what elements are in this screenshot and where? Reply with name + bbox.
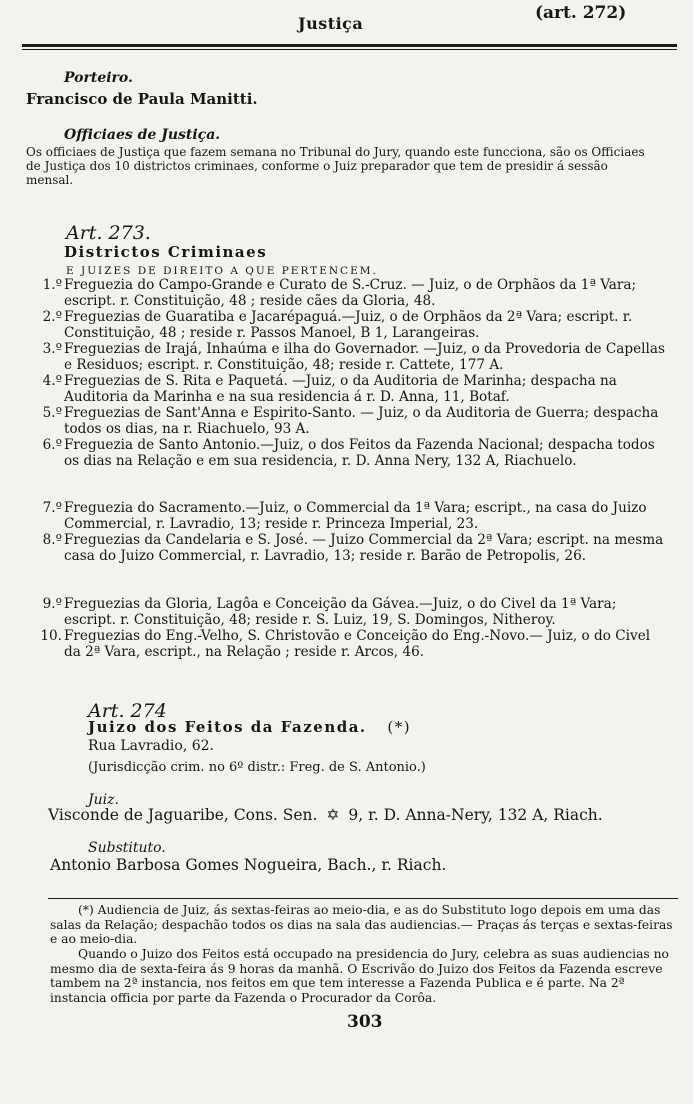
district-entry-text: Freguezia do Campo-Grande e Curato de S.-Cruz. — Juiz, o de Orphãos da 1ª Vara; escript. r. Constituição, 48 ; reside cães da Gloria, 48.: [64, 277, 637, 309]
art-273-heading: Districtos Criminaes: [64, 243, 268, 261]
porteiro-label: Porteiro.: [64, 70, 133, 86]
district-entry-number: 10.: [40, 628, 62, 644]
star-of-david-icon: ✡: [326, 806, 340, 824]
district-entry-number: 2.º: [42, 309, 62, 325]
art-273-number: Art. 273.: [66, 222, 151, 244]
art-274-heading: [88, 718, 411, 736]
district-entry-number: 9.º: [42, 596, 62, 612]
district-entry-number: 5.º: [42, 405, 62, 421]
officiaes-text: [26, 145, 658, 187]
juiz-label: Juiz.: [88, 792, 119, 808]
district-entry-text: Freguezia de Santo Antonio.—Juiz, o dos Feitos da Fazenda Nacional; despacha todos os dias na Relação e em sua residencia, r. D. Anna Nery, 132 A, Riachuelo.: [64, 437, 655, 469]
district-entry-text: Freguezias da Candelaria e S. José. — Juizo Commercial da 2ª Vara; escript. na mesma casa do Juizo Commercial, r. Lavradio, 13; reside r. Barão de Petropolis, 26.: [64, 532, 664, 564]
art-274-heading-text: Juizo dos Feitos da Fazenda.: [88, 718, 367, 736]
juiz-name-text: Visconde de Jaguaribe, Cons. Sen.: [48, 806, 318, 824]
running-header-title: Justiça: [298, 14, 364, 33]
footnote-paragraph-1: (*) Audiencia de Juiz, ás sextas-feiras ao meio-dia, e as do Substituto logo depois em uma das salas da Relação; despachão todos os dias na sala das audiencias.— Praças ás terças e sextas-feiras e ao meio-dia.: [50, 903, 673, 947]
page-number: 303: [347, 1012, 383, 1032]
officiaes-paragraph: Os officiaes de Justiça que fazem semana no Tribunal do Jury, quando este funcciona, são os Officiaes de Justiça dos 10 districtos criminaes, conforme o Juiz preparador que tem de presidir á sessão mensal.: [26, 145, 645, 187]
district-entry-text: Freguezias de Guaratiba e Jacarépaguá.—Juiz, o de Orphãos da 2ª Vara; escript. r. Constituição, 48 ; reside r. Passos Manoel, B 1, Larangeiras.: [64, 309, 633, 341]
running-header-article: (art. 272): [535, 3, 627, 23]
district-entry-number: 4.º: [42, 373, 62, 389]
footnote-rule: [48, 898, 678, 899]
district-entry-text: Freguezias de Sant'Anna e Espirito-Santo. — Juiz, o da Auditoria de Guerra; despacha todos os dias, na r. Riachuelo, 93 A.: [64, 405, 659, 437]
substituto-name: Antonio Barbosa Gomes Nogueira, Bach., r. Riach.: [50, 856, 447, 874]
district-entry-text: Freguezias do Eng.-Velho, S. Christovão e Conceição do Eng.-Novo.— Juiz, o do Civel da 2ª Vara, escript., na Relação ; reside r. Arcos, 46.: [64, 628, 651, 660]
district-entry-text: Freguezias de Irajá, Inhaúma e ilha do Governador. —Juiz, o da Provedoria de Capellas e Residuos; escript. r. Constituição, 48; reside r. Cattete, 177 A.: [64, 341, 665, 373]
district-entry-text: Freguezia do Sacramento.—Juiz, o Commercial da 1ª Vara; escript., na casa do Juizo Commercial, r. Lavradio, 13; reside r. Princeza Imperial, 23.: [64, 500, 647, 532]
porteiro-name: Francisco de Paula Manitti.: [26, 90, 258, 108]
district-entry-text: Freguezias de S. Rita e Paquetá. —Juiz, o da Auditoria de Marinha; despacha na Auditoria da Marinha e na sua residencia á r. D. Anna, 11, Botaf.: [64, 373, 617, 405]
juiz-name: [48, 806, 603, 824]
art-274-number: Art. 274: [88, 700, 167, 722]
footnote-mark: (*): [387, 718, 412, 736]
district-entry-number: 8.º: [42, 532, 62, 548]
district-entry-number: 3.º: [42, 341, 62, 357]
header-rule-thin: [22, 49, 677, 50]
art-273-subheading: E JUIZES DE DIREITO A QUE PERTENCEM.: [66, 265, 378, 277]
substituto-label: Substituto.: [88, 840, 166, 856]
district-entry-number: 7.º: [42, 500, 62, 516]
header-rule: [22, 44, 677, 47]
district-entry-number: 1.º: [42, 277, 62, 293]
district-entry-number: 6.º: [42, 437, 62, 453]
district-entry-text: Freguezias da Gloria, Lagôa e Conceição da Gávea.—Juiz, o do Civel da 1ª Vara; escript. r. Constituição, 48; reside r. S. Luiz, 19, S. Domingos, Nitheroy.: [64, 596, 617, 628]
officiaes-label: Officiaes de Justiça.: [64, 127, 221, 143]
footnote-paragraph-2: Quando o Juizo dos Feitos está occupado na presidencia do Jury, celebra as suas audiencias no mesmo dia de sexta-feira ás 9 horas da manhã. O Escrivão do Juizo dos Feitos da Fazenda escreve tambem na 2ª instancia, nos feitos em que tem interesse a Fazenda Publica e é parte. Na 2ª instancia officia por parte da Fazenda o Procurador da Corôa.: [50, 947, 669, 1006]
juiz-address: 9, r. D. Anna-Nery, 132 A, Riach.: [348, 806, 603, 824]
art-274-jurisdiction: (Jurisdicção crim. no 6º distr.: Freg. de S. Antonio.): [88, 760, 426, 775]
art-274-address: Rua Lavradio, 62.: [88, 738, 214, 754]
